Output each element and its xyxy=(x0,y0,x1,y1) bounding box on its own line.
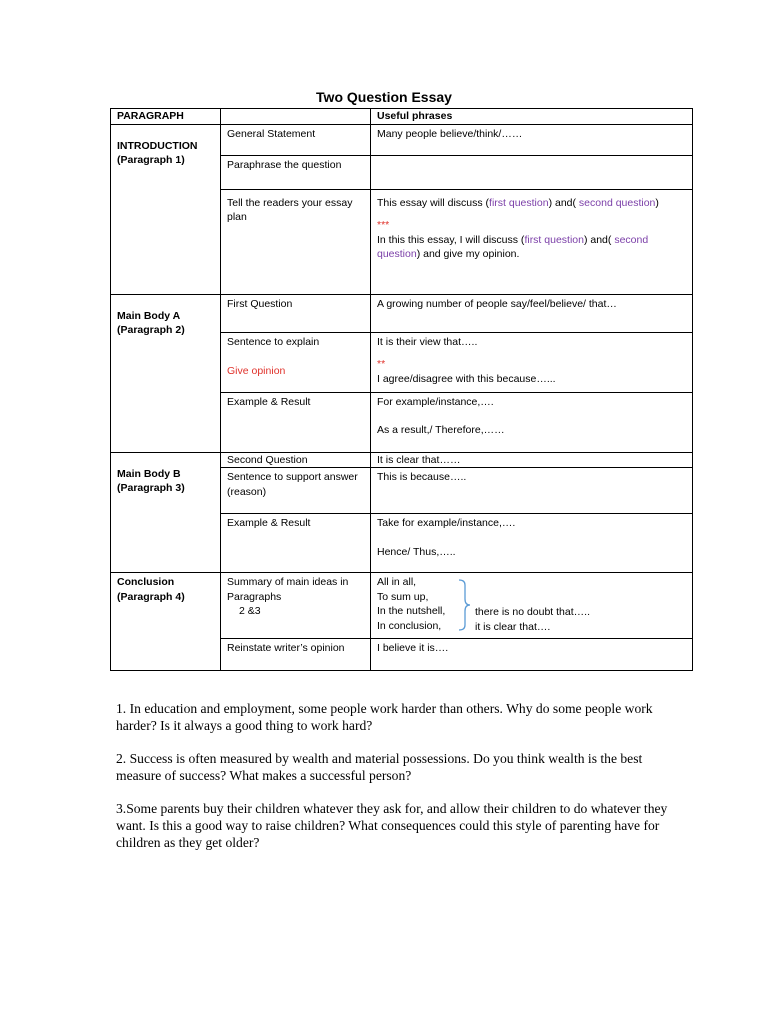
phrase-text: It is their view that….. xyxy=(377,335,478,348)
phrase-cell: I believe it is…. xyxy=(371,639,693,671)
page-title: Two Question Essay xyxy=(316,89,452,105)
phrase-text: For example/instance,…. xyxy=(377,395,494,408)
phrase-cell: This is because….. xyxy=(371,468,693,514)
step-cell: Second Question xyxy=(221,452,371,468)
phrase-text: I agree/disagree with this because…... xyxy=(377,372,556,385)
phrase-cell xyxy=(371,573,693,639)
plan-text: In this this essay, I will discuss ( xyxy=(377,233,525,246)
step-text: Sentence to explain xyxy=(227,335,320,348)
header-useful-phrases: Useful phrases xyxy=(371,109,693,125)
table-row xyxy=(111,452,693,468)
step-cell xyxy=(221,332,371,392)
question-item: 2. Success is often measured by wealth and material possessions. Do you think wealth is the best measure of success? What makes a successful person? xyxy=(116,751,643,783)
step-text: Summary of main ideas in Paragraphs xyxy=(227,576,349,603)
plan-highlight: first question xyxy=(524,233,584,246)
section-introduction xyxy=(111,124,221,294)
section-sub: (Paragraph 4) xyxy=(117,590,185,603)
phrase-text: As a result,/ Therefore,…… xyxy=(377,424,505,436)
phrase-text: All in all, xyxy=(377,576,417,588)
phrase-text: In the nutshell, xyxy=(377,605,446,617)
plan-highlight: second question xyxy=(377,233,649,260)
header-blank xyxy=(221,109,371,125)
phrase-cell: It is clear that…… xyxy=(371,452,693,468)
phrase-cell xyxy=(371,332,693,392)
question-item: 3.Some parents buy their children whatever they ask for, and allow their children to do whatever they want. Is this a good way to raise children? What consequences could this style of parenting have for children as they get older? xyxy=(116,801,668,850)
phrase-cell: Many people believe/think/…… xyxy=(371,124,693,155)
section-sub: (Paragraph 1) xyxy=(117,154,185,166)
section-main-body-a xyxy=(111,294,221,452)
section-sub: (Paragraph 3) xyxy=(117,482,185,494)
phrase-cell xyxy=(371,155,693,189)
phrase-cell: A growing number of people say/feel/believe/ that… xyxy=(371,294,693,332)
give-opinion-note: Give opinion xyxy=(227,365,286,377)
curly-brace-icon xyxy=(455,579,471,631)
section-label: Main Body B xyxy=(117,467,181,480)
conclusion-phrases xyxy=(377,575,686,633)
plan-highlight: second question xyxy=(578,196,656,209)
step-cell: Paraphrase the question xyxy=(221,155,371,189)
section-label: Main Body A xyxy=(117,309,181,322)
phrase-text: To sum up, xyxy=(377,590,429,603)
step-cell: Example & Result xyxy=(221,514,371,573)
table-row xyxy=(111,124,693,155)
step-cell: General Statement xyxy=(221,124,371,155)
section-label: Conclusion xyxy=(117,576,175,588)
header-paragraph: PARAGRAPH xyxy=(111,109,221,125)
phrase-text: Hence/ Thus,….. xyxy=(377,545,456,558)
step-cell: Tell the readers your essay plan xyxy=(221,189,371,294)
plan-text: ) and( xyxy=(583,233,615,246)
plan-text: ) and give my opinion. xyxy=(416,248,520,260)
conclusion-right-phrases xyxy=(475,605,590,635)
phrase-text: Take for example/instance,…. xyxy=(377,517,516,529)
phrase-text: it is clear that…. xyxy=(475,621,551,633)
step-cell: First Question xyxy=(221,294,371,332)
section-sub: (Paragraph 2) xyxy=(117,324,185,336)
essay-questions xyxy=(116,700,676,867)
step-cell: Example & Result xyxy=(221,392,371,452)
phrase-cell xyxy=(371,189,693,294)
plan-highlight: first question xyxy=(489,196,549,209)
opinion-stars: ** xyxy=(377,358,386,370)
plan-text: This essay will discuss ( xyxy=(377,196,490,209)
table-row xyxy=(111,573,693,639)
phrase-cell xyxy=(371,514,693,573)
plan-text: ) and( xyxy=(548,196,579,209)
question-item: 1. In education and employment, some people work harder than others. Why do some people work harder? Is it always a good thing to work hard? xyxy=(116,701,653,733)
phrase-text: there is no doubt that….. xyxy=(475,606,590,618)
step-cell: Sentence to support answer (reason) xyxy=(221,468,371,514)
phrase-text: In conclusion, xyxy=(377,619,442,632)
step-cell: Reinstate writer’s opinion xyxy=(221,639,371,671)
essay-structure-table xyxy=(110,108,693,671)
section-conclusion xyxy=(111,573,221,671)
step-text: 2 &3 xyxy=(239,605,261,617)
step-cell xyxy=(221,573,371,639)
plan-stars: *** xyxy=(377,219,390,231)
table-header-row xyxy=(111,109,693,125)
section-label: INTRODUCTION xyxy=(117,139,198,152)
phrase-cell xyxy=(371,392,693,452)
table-row xyxy=(111,294,693,332)
section-main-body-b xyxy=(111,452,221,573)
plan-text: ) xyxy=(655,196,659,209)
